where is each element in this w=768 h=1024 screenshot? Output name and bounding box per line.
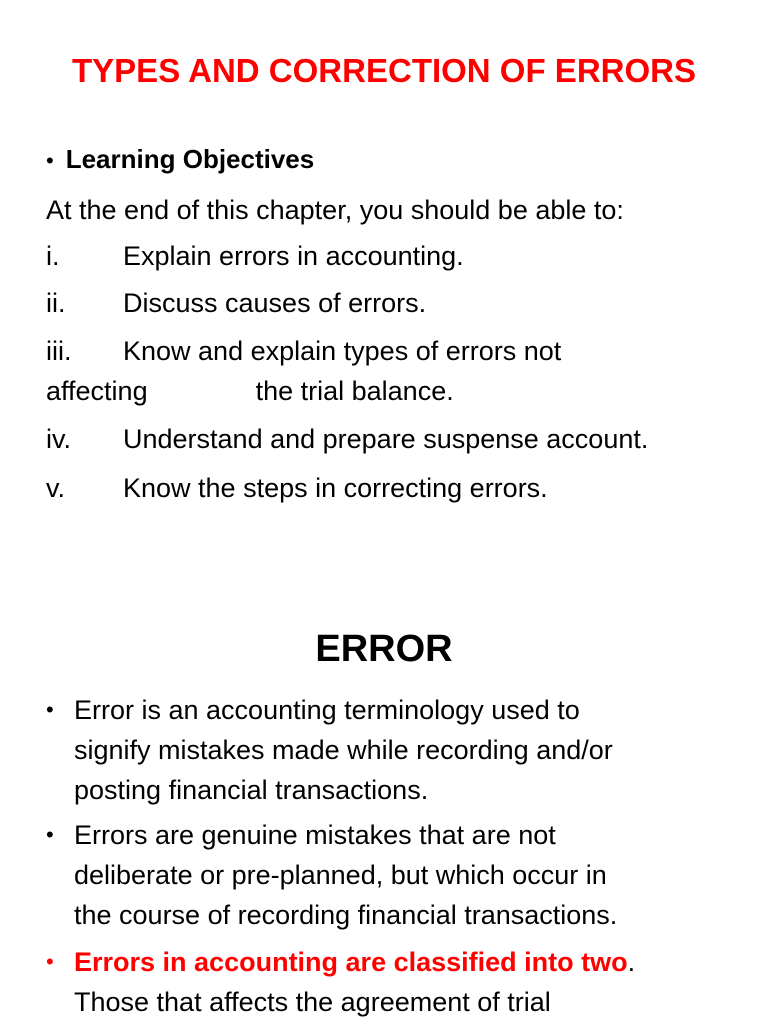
objective-text: Know and explain types of errors not — [123, 336, 562, 366]
text-line: Those that affects the agreement of trial — [74, 987, 551, 1017]
objectives-heading — [46, 144, 314, 175]
objective-number: i. — [46, 241, 60, 271]
text-line: Error is an accounting terminology used to — [74, 695, 580, 725]
highlight-text: Errors in accounting are classified into two — [74, 947, 628, 977]
objectives-heading-text: Learning Objectives — [65, 144, 315, 174]
objective-item — [46, 287, 426, 319]
text-line: signify mistakes made while recording and/or — [74, 735, 613, 765]
objective-number: ii. — [46, 288, 66, 318]
bullet-text — [74, 690, 754, 810]
objective-item — [46, 240, 464, 272]
objective-item — [46, 423, 648, 455]
objective-number: v. — [46, 473, 65, 503]
bullet-text — [74, 942, 754, 1022]
bullet-icon: • — [46, 697, 54, 722]
objective-text: Explain errors in accounting. — [123, 241, 464, 271]
objective-item — [46, 472, 548, 504]
slide-title: TYPES AND CORRECTION OF ERRORS — [72, 52, 696, 89]
bullet-text — [74, 815, 754, 935]
text-line: deliberate or pre-planned, but which occur in — [74, 860, 607, 890]
intro-text: At the end of this chapter, you should be able to: — [46, 195, 624, 225]
objective-continuation — [46, 375, 454, 407]
text-line: posting financial transactions. — [74, 775, 429, 805]
objective-number: iv. — [46, 424, 71, 454]
slide-error — [0, 600, 768, 1024]
bullet-icon: • — [46, 949, 54, 974]
bullet-icon: • — [46, 822, 54, 847]
slide-title: ERROR — [315, 628, 453, 670]
objective-item — [46, 335, 561, 367]
objective-text: Know the steps in correcting errors. — [123, 473, 548, 503]
objective-text: Understand and prepare suspense account. — [123, 424, 649, 454]
objective-number: iii. — [46, 336, 72, 366]
period: . — [627, 947, 636, 977]
objective-text: Discuss causes of errors. — [123, 288, 427, 318]
text-line: the course of recording financial transactions. — [74, 900, 618, 930]
continuation-text: the trial balance. — [255, 376, 454, 406]
continuation-word: affecting — [46, 376, 148, 406]
bullet-icon: • — [46, 148, 54, 173]
text-line — [74, 942, 754, 982]
text-line: Errors are genuine mistakes that are not — [74, 820, 556, 850]
